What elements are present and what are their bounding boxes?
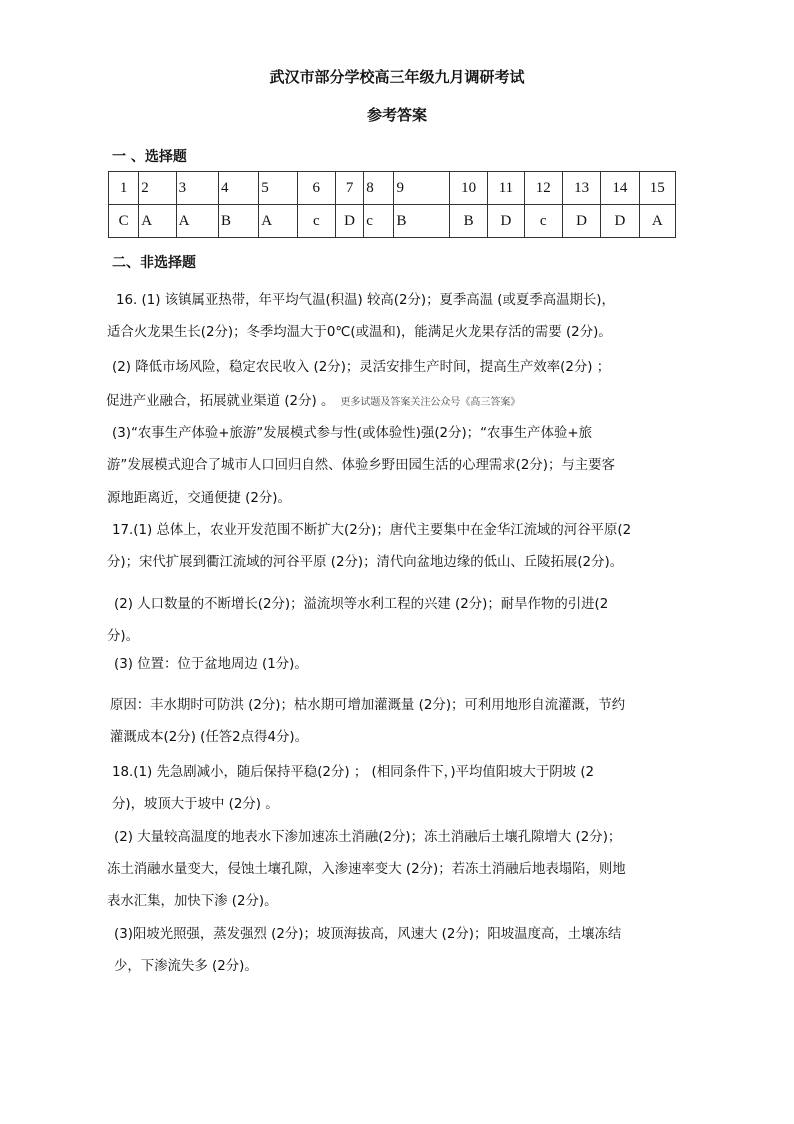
answer-cell: A [639, 205, 675, 238]
answer-line: 冻土消融水量变大，侵蚀土壤孔隙，入渗速率变大 (2分)；若冻土消融后地表塌陷，则地 [107, 862, 626, 877]
question-number: 10 [449, 172, 487, 205]
answer-cell: D [335, 205, 363, 238]
answer-line: (3) 位置：位于盆地周边 (1分)。 [114, 657, 308, 672]
question-number: 9 [394, 172, 449, 205]
answer-line: (2) 大量较高温度的地表水下渗加速冻土消融(2分)；冻土消融后土壤孔隙增大 (2分)； [114, 830, 622, 845]
answer-cell: c [297, 205, 335, 238]
answer-line: (2) 降低市场风险，稳定农民收入 (2分)；灵活安排生产时间，提高生产效率(2分) ； [112, 360, 611, 375]
answer-line: 分)。 [107, 629, 140, 644]
answer-line: (3)阳坡光照强，蒸发强烈 (2分)；坡顶海拔高，风速大 (2分)；阳坡温度高，土壤冻结 [114, 927, 622, 942]
answer-cell: A [259, 205, 297, 238]
answer-cell: A [139, 205, 176, 238]
section-open-questions-heading: 二、非选择题 [112, 255, 196, 271]
answer-line: 18.(1) 先急剧减小，随后保持平稳(2分) ； (相同条件下，)平均值阳坡大于阴坡 (2 [112, 765, 595, 780]
question-number: 12 [524, 172, 562, 205]
question-number: 5 [259, 172, 297, 205]
promo-note: 更多试题及答案关注公众号《高三答案》 [340, 397, 521, 408]
question-number: 11 [488, 172, 524, 205]
section-multiple-choice-heading: 一 、选择题 [112, 149, 187, 165]
answer-cell: D [488, 205, 524, 238]
answer-line-text: 促进产业融合，拓展就业渠道 (2分) 。 [106, 394, 335, 409]
answer-cell: D [562, 205, 600, 238]
answer-line: 分)；宋代扩展到衢江流域的河谷平原 (2分)；清代向盆地边缘的低山、丘陵拓展(2分)。 [107, 555, 624, 570]
question-number: 13 [562, 172, 600, 205]
answer-cell: B [449, 205, 487, 238]
answer-table [108, 171, 676, 238]
answer-cell: D [601, 205, 639, 238]
answer-line: (2) 人口数量的不断增长(2分)；溢流坝等水利工程的兴建 (2分)；耐旱作物的引进(2 [114, 597, 609, 612]
answer-line: 原因：丰水期时可防洪 (2分)；枯水期可增加灌溉量 (2分)；可利用地形自流灌溉，节约 [110, 698, 626, 713]
answer-cell: C [109, 205, 139, 238]
document-subtitle: 参考答案 [366, 106, 427, 124]
answer-line: 16. (1) 该镇属亚热带，年平均气温(积温) 较高(2分)；夏季高温 (或夏季高温期长)， [116, 293, 615, 308]
question-number: 3 [176, 172, 218, 205]
answer-cell: c [524, 205, 562, 238]
answer-line: (3)“农事生产体验+旅游”发展模式参与性(或体验性)强(2分)；“农事生产体验+旅 [112, 426, 592, 441]
answer-row [109, 205, 676, 238]
answer-line: 灌溉成本(2分) (任答2点得4分)。 [110, 730, 309, 745]
question-number: 15 [639, 172, 675, 205]
answer-line: 分)，坡顶大于坡中 (2分) 。 [112, 797, 279, 812]
answer-cell: B [218, 205, 258, 238]
question-number: 8 [364, 172, 394, 205]
answer-line: 适合火龙果生长(2分)；冬季均温大于0℃(或温和)，能满足火龙果存活的需要 (2分)。 [107, 325, 612, 340]
answer-cell: c [364, 205, 394, 238]
answer-cell: B [394, 205, 449, 238]
question-number: 1 [109, 172, 139, 205]
answer-line: 源地距离近，交通便捷 (2分)。 [107, 491, 291, 506]
answer-line: 少，下渗流失多 (2分)。 [114, 959, 258, 974]
question-number: 7 [335, 172, 363, 205]
answer-line [106, 392, 520, 413]
answer-line: 游”发展模式迎合了城市人口回归自然、体验乡野田园生活的心理需求(2分)；与主要客 [107, 458, 615, 473]
answer-line: 17.(1) 总体上，农业开发范围不断扩大(2分)；唐代主要集中在金华江流域的河谷平原(2 [112, 523, 632, 538]
question-number: 14 [601, 172, 639, 205]
document-title: 武汉市部分学校高三年级九月调研考试 [269, 68, 525, 86]
question-number: 6 [297, 172, 335, 205]
answer-line: 表水汇集，加快下渗 (2分)。 [107, 894, 278, 909]
question-number: 2 [139, 172, 176, 205]
answer-cell: A [176, 205, 218, 238]
question-number: 4 [218, 172, 258, 205]
question-number-row [109, 172, 676, 205]
